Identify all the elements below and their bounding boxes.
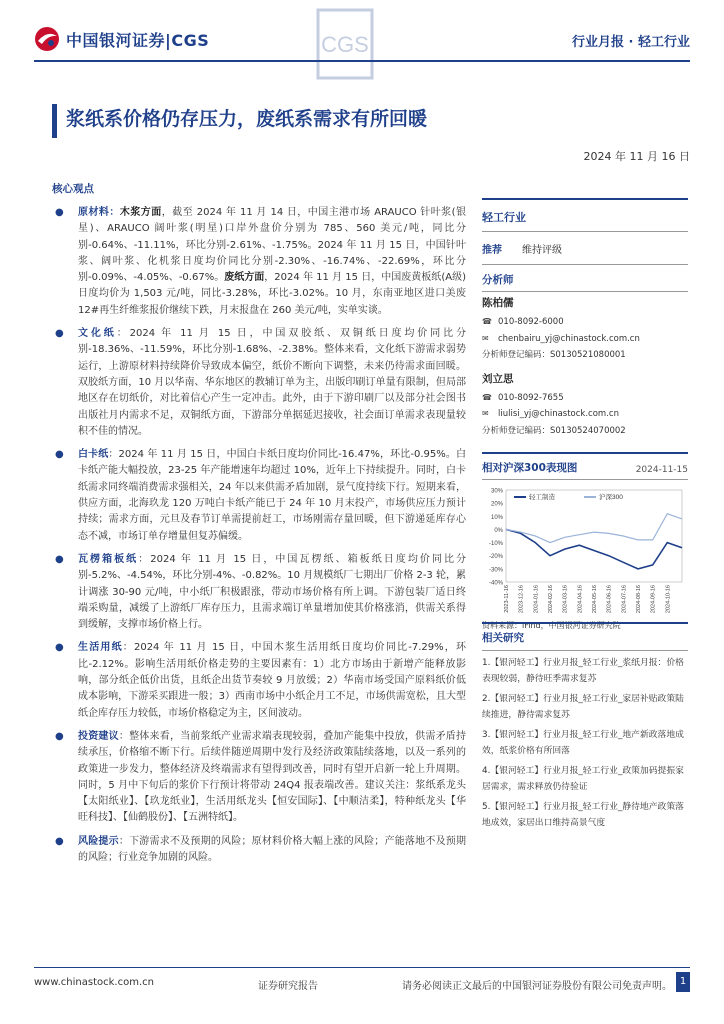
y-tick-label: -40%: [488, 580, 503, 587]
related-item[interactable]: 3.【银河轻工】行业月报_轻工行业_地产新政落地成效，纸浆价格有所回落: [482, 730, 684, 756]
core-views-list: [52, 205, 466, 873]
x-tick-label: 2024-08-16: [636, 585, 642, 614]
bullet-investment-advice: ● 投资建议：整体来看，当前浆纸产业需求端表现较弱，叠加产能集中投放，供需矛盾持续承压，价格缩不断下行。后续伴随逆周期中发行及经济政策陆续落地，以及一系列的政策进一步发力，整体经济及终端需求有望得到改善，同时有望开启新一轮上升周期。同时，5 月中下旬后的浆价下行预计将带动 24Q4 报表端改善。建议关注：浆纸系龙头【太阳纸业】、【玖龙纸业】，生活用纸龙头【恒安国际】、【中顺洁柔】，特种纸龙头【华旺科技】、【仙鹤股份】、【五洲特纸】。: [55, 730, 467, 824]
x-tick-label: 2024-07-16: [621, 585, 628, 614]
analyst-phone: ☎ 010-8092-6000: [482, 314, 688, 331]
bullet-raw-materials: ● 原材料：木浆方面，截至 2024 年 11 月 14 日，中国主港市场 ARAUCO 针叶浆(银星)、ARAUCO 阔叶浆(明星)口岸外盘价分别为 785、560 美元/吨，同比分别-0.64%、-11.11%，环比分别-2.61%、-1.75%。2024 年 11 月 15 日，中国针叶浆、阔叶浆、化机浆日度均价同比分别-2.30%、-16.74%、-22.69%，环比分别-0.09%、-4.05%、-0.67%。废纸方面，2024 年 11 月 15 日，中国废黄板纸(A级)日度均价为 1,503 元/吨，同比-3.28%，环比-3.02%。10 月，东南亚地区进口美废 12#再生纤维浆报价继续下跌，月末报盘在 260 美元/吨，实单实谈。: [55, 207, 467, 316]
analyst-name: 刘立思: [482, 372, 514, 385]
x-tick-label: 2024-09-16: [650, 585, 657, 614]
logo-text: 中国银河证券|CGS: [66, 30, 210, 50]
rating-row: [482, 232, 688, 265]
bullet-icon: ●: [55, 207, 64, 218]
bullet-icon: ●: [55, 642, 64, 654]
related-title: 相关研究: [482, 622, 688, 651]
analyst-name: 陈柏儒: [482, 297, 514, 309]
related-item[interactable]: 2.【银河轻工】行业月报_轻工行业_家居补贴政策陆续推进，静待需求复苏: [482, 694, 684, 720]
bullet-cultural-paper: ● 文化纸：2024 年 11 月 15 日，中国双胶纸、双铜纸日度均价同比分别-18.36%、-11.59%，环比分别-1.68%、-2.38%。整体来看，文化纸下游需求弱势运行，上游原材料持续降价导致成本偏空，纸价不断向下调整，未来仍待需求面回暖。双胶纸方面，10 月以华南、华东地区的教辅订单为主，出版印刷订单量有限制，但局部地区存在切纸价，对比着信心产生一定冲击。此外，由于下游印刷厂以及部分社会图书出版社月内需求不足，双铜纸方面，下游部分单据延迟接收，社会面订单需求表现量较积不佳的情况。: [55, 328, 466, 437]
company-logo: [34, 26, 209, 52]
y-tick-label: 20%: [490, 501, 503, 508]
plot-frame: [506, 490, 682, 582]
bullet-icon: ●: [55, 328, 64, 340]
chart-header: [482, 452, 688, 480]
analyst-cert: 分析师登记编码：S0130521080001: [482, 350, 626, 360]
y-tick-label: 10%: [490, 514, 503, 521]
bullet-icon: ●: [55, 553, 64, 565]
related-research: [482, 622, 688, 831]
x-tick-label: 2024-06-16: [606, 585, 613, 614]
x-tick-label: 2024-05-16: [592, 585, 598, 614]
industry-name: 轻工行业: [482, 200, 688, 232]
relative-performance-chart: [482, 452, 688, 631]
chart-title: 相对沪深300表现图: [482, 462, 578, 474]
header-divider: [34, 60, 690, 62]
bullet-white-card: ● 白卡纸：2024 年 11 月 15 日，中国白卡纸日度均价同比-16.47%，环比-0.95%。白卡纸产能大幅投放，23-25 年产能增速年均超过 10%，近年上下持续提升。同时，白卡纸需求同终端消费需求强相关，24 年以来供需矛盾加剧，景气度持续下行。短期来看，供应方面，北海玖龙 120 万吨白卡纸产能已于 24 年 10 月末投产，市场供应压力预计持续；需求方面，元旦及春节订单需提前赶工，市场刚需存量回暖，但下游递延库存心态不减，市场订单存增量但复苏偏缓。: [55, 449, 467, 542]
galaxy-logo-icon: [34, 26, 60, 52]
x-tick-label: 2024-04-16: [577, 585, 584, 614]
analyst-section-title: 分析师: [482, 265, 688, 292]
x-tick-label: 2024-01-16: [533, 585, 540, 614]
legend-label: 沪深300: [599, 494, 623, 501]
x-tick-label: 2023-11-16: [504, 585, 510, 613]
footer-doc-type: 证券研究报告: [258, 981, 318, 992]
bullet-household-paper: ● 生活用纸：2024 年 11 月 15 日，中国木浆生活用纸日度均价同比-7.29%，环比-2.12%。影响生活用纸价格走势的主要因素有：1）北方市场由于新增产能释放影响，部分纸企低价出货，且纸企出货节奏较 9 月放缓；2）华南市场受国产原料纸价低成本影响，下游采买跟进一般；3）西南市场中小纸企月工不足，市场供需宽松，且大型纸企库存压力较低，市场价格稳定为主，区间波动。: [55, 642, 466, 719]
email-icon: ✉: [482, 409, 489, 418]
phone-icon: ☎: [482, 392, 492, 402]
analyst-card: [482, 368, 688, 440]
bullet-corrugated: ● 瓦楞箱板纸：2024 年 11 月 15 日，中国瓦楞纸、箱板纸日度均价同比分别-5.2%、-4.54%，环比分别-4%、-0.82%。10 月规模纸厂七期出厂价格 2-3 轮，累计调涨 30-90 元/吨，中小纸厂积极跟涨，带动市场价格有所上调。下游包装厂适日终端采购量，减缓了上游纸厂库存压力，且需求端订单量增加使其价格涨消，供需关系得到缓解，支撑市场价格上行。: [55, 553, 466, 631]
watermark-logo-icon: [316, 8, 374, 80]
y-tick-label: 0%: [494, 527, 503, 534]
bullet-risk-warning: ● 风险提示：下游需求不及预期的风险；原材料价格大幅上涨的风险；产能落地不及预期的风险；行业竞争加剧的风险。: [55, 835, 467, 863]
x-tick-label: 2023-12-16: [518, 585, 525, 614]
rating-label: 推荐: [482, 245, 502, 256]
x-tick-label: 2024-02-16: [548, 585, 554, 614]
analyst-email[interactable]: ✉ liulisi_yj@chinastock.com.cn: [482, 406, 688, 423]
analyst-cert: 分析师登记编码：S0130524070002: [482, 425, 626, 436]
bullet-icon: ●: [55, 449, 64, 461]
series-line-csi300: [506, 514, 682, 543]
x-tick-label: 2024-03-16: [562, 585, 569, 614]
footer-url[interactable]: www.chinastock.com.cn: [34, 977, 154, 988]
related-item[interactable]: 4.【银河轻工】行业月报_轻工行业_政策加码提振家居需求，需求释放仍待验证: [482, 766, 684, 792]
title-accent-bar: [52, 104, 57, 138]
email-icon: ✉: [482, 333, 489, 343]
analyst-phone: ☎ 010-8092-7655: [482, 390, 688, 407]
analyst-card: [482, 292, 688, 364]
page-number: 1: [676, 972, 690, 992]
analyst-email[interactable]: ✉ chenbairu_yj@chinastock.com.cn: [482, 331, 688, 348]
phone-icon: ☎: [482, 317, 492, 326]
y-tick-label: -30%: [488, 567, 503, 574]
chart-source: 资料来源：iFind，中国银河证券研究院: [482, 621, 621, 630]
footer-disclaimer: 请务必阅读正文最后的中国银河证券股份有限公司免责声明。: [402, 981, 672, 992]
report-date: 2024 年 11 月 16 日: [583, 150, 690, 163]
bullet-icon: ●: [55, 730, 64, 742]
related-item[interactable]: 5.【银河轻工】行业月报_轻工行业_静待地产政策落地成效，家居出口维持高景气度: [482, 802, 684, 828]
y-tick-label: -10%: [488, 541, 503, 548]
svg-text:CGS: CGS: [321, 32, 369, 57]
y-tick-label: -20%: [488, 554, 503, 561]
chart-plot: [482, 484, 688, 618]
x-tick-label: 2024-10-16: [665, 585, 672, 614]
rating-value: 维持评级: [522, 245, 562, 256]
sidebar: [482, 198, 688, 443]
y-tick-label: 30%: [490, 488, 503, 495]
report-title: 浆纸系价格仍存压力，废纸系需求有所回暖: [66, 108, 428, 130]
chart-date: 2024-11-15: [635, 465, 688, 475]
related-item[interactable]: 1.【银河轻工】行业月报_轻工行业_浆纸月报：价格表现较弱，静待旺季需求复苏: [482, 658, 684, 684]
bullet-icon: ●: [55, 835, 64, 847]
core-views-label: 核心观点: [52, 183, 94, 195]
report-type-tag: 行业月报 · 轻工行业: [572, 35, 690, 50]
legend-label: 轻工制造: [529, 494, 555, 501]
footer-divider: [34, 967, 690, 968]
